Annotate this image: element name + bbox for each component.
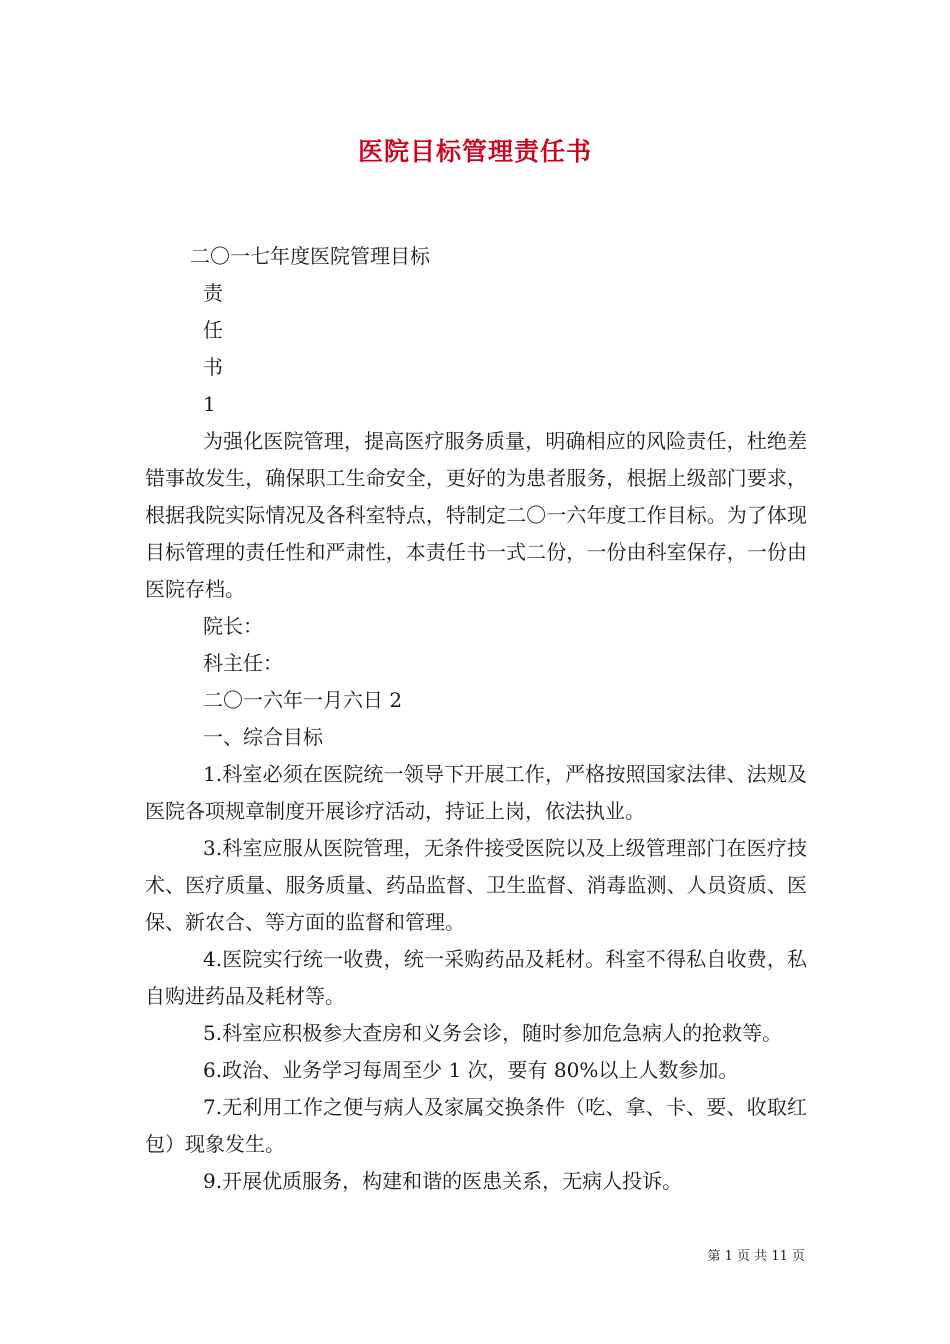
list-item: 5.科室应积极参大查房和义务会诊，随时参加危急病人的抢救等。	[203, 1021, 783, 1045]
cover-char-1: 责	[203, 281, 223, 305]
cover-heading: 二〇一七年度医院管理目标	[190, 244, 430, 268]
list-item: 9.开展优质服务，构建和谐的医患关系，无病人投诉。	[203, 1169, 683, 1193]
list-item: 3.科室应服从医院管理，无条件接受医院以及上级管理部门在医疗技术、医疗质量、服务质量、药品监督、卫生监督、消毒监测、人员资质、医保、新农合、等方面的监督和管理。	[145, 836, 807, 934]
list-item: 6.政治、业务学习每周至少 1 次，要有 80%以上人数参加。	[203, 1058, 739, 1082]
cover-char-3: 书	[203, 355, 223, 379]
intro-paragraph: 为强化医院管理，提高医疗服务质量，明确相应的风险责任，杜绝差错事故发生，确保职工生命安全，更好的为患者服务，根据上级部门要求，根据我院实际情况及各科室特点，特制定二〇一六年度工作目标。为了体现目标管理的责任性和严肃性，本责任书一式二份，一份由科室保存，一份由医院存档。	[145, 429, 807, 601]
page-title: 医院目标管理责任书	[357, 137, 592, 166]
list-item: 1.科室必须在医院统一领导下开展工作，严格按照国家法律、法规及医院各项规章制度开展诊疗活动，持证上岗，依法执业。	[145, 762, 807, 823]
dept-head-signature: 科主任：	[203, 651, 283, 675]
page-footer: 第 1 页 共 11 页	[707, 1249, 805, 1264]
list-item: 7.无利用工作之便与病人及家属交换条件（吃、拿、卡、要、收取红包）现象发生。	[145, 1095, 807, 1156]
section-heading: 一、综合目标	[203, 725, 323, 749]
list-item: 4.医院实行统一收费，统一采购药品及耗材。科室不得私自收费，私自购进药品及耗材等。	[145, 947, 807, 1008]
cover-char-2: 任	[203, 318, 223, 342]
signature-date: 二〇一六年一月六日 2	[203, 688, 403, 712]
director-signature: 院长：	[203, 614, 263, 638]
document-body	[145, 238, 807, 1200]
cover-page-number: 1	[203, 392, 216, 416]
